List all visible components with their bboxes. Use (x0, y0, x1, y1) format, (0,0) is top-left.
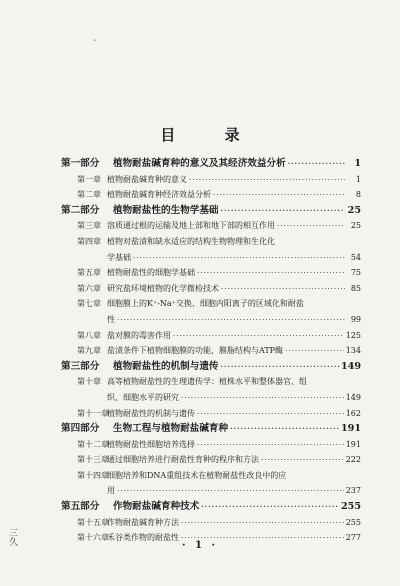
toc-chapter-entry[interactable] (61, 296, 361, 312)
entry-page-number: 8 (355, 190, 361, 200)
leader-dots (197, 266, 345, 281)
toc-chapter-entry[interactable] (61, 218, 361, 234)
entry-page-number: 149 (340, 360, 361, 372)
entry-title: 禾谷类作物的耐盐性 (107, 533, 179, 543)
entry-number: 第三章 (77, 221, 101, 231)
entry-number: 第八章 (77, 330, 101, 340)
toc-part-entry[interactable] (61, 421, 361, 437)
entry-page-number: 255 (340, 501, 361, 513)
leader-dots (285, 344, 344, 359)
entry-title: 作物耐盐碱育种技术 (113, 501, 200, 513)
entry-title: 通过细胞培养进行耐盐性育种的程序和方法 (107, 455, 259, 465)
toc-chapter-entry[interactable] (61, 374, 361, 390)
entry-title: 植物耐盐性的生物学基础 (113, 204, 219, 216)
toc-chapter-entry[interactable] (61, 437, 361, 453)
page-number: · 1 · (182, 540, 218, 551)
entry-title: 植物耐盐性的机制与遗传 (113, 360, 219, 372)
entry-number: 第七章 (77, 299, 101, 309)
entry-page-number: 85 (350, 283, 361, 293)
toc-chapter-entry[interactable] (61, 468, 361, 484)
entry-page-number: 25 (347, 204, 361, 216)
leader-dots (181, 516, 344, 531)
toc-entry-continuation[interactable] (61, 250, 361, 266)
entry-title: 学基础 (107, 252, 131, 262)
toc-entry-continuation[interactable] (61, 483, 361, 499)
toc-part-entry[interactable] (61, 499, 361, 515)
leader-dots (189, 173, 345, 188)
toc-chapter-entry[interactable] (61, 172, 361, 188)
entry-page-number: 1 (354, 158, 361, 169)
toc-entry-continuation[interactable] (61, 390, 361, 406)
entry-number: 第十四章 (77, 470, 109, 480)
entry-title: 植物对盐渍和缺水适应的结构生物物理和生化化 (107, 236, 275, 246)
leader-dots (181, 391, 344, 406)
entry-title: 高等植物耐盐性的生理遗传学：植株水平和整体器官、组 (107, 377, 307, 387)
entry-title: 性 (107, 314, 115, 324)
leader-dots (261, 453, 344, 468)
entry-title: 植物耐盐碱育种的意义及其经济效益分析 (113, 158, 286, 169)
toc-part-entry[interactable] (61, 156, 361, 172)
page-title: 目 录 (160, 126, 262, 144)
entry-title: 植物耐盐碱育种的意义 (107, 174, 187, 184)
margin-mark: - (93, 35, 97, 46)
entry-page-number: 125 (345, 330, 361, 340)
entry-title: 盐渍条件下植物细胞膜的功能，膜脂结构与ATP酶 (107, 346, 284, 356)
leader-dots (230, 421, 339, 437)
leader-dots (133, 251, 345, 266)
entry-title: 植物耐盐碱育种经济效益分析 (107, 190, 211, 200)
entry-number: 第十六章 (77, 533, 109, 543)
entry-page-number: 191 (340, 423, 361, 435)
entry-page-number: 277 (345, 533, 361, 543)
entry-page-number: 149 (345, 392, 361, 402)
toc-chapter-entry[interactable] (61, 187, 361, 203)
leader-dots (117, 484, 344, 499)
toc-chapter-entry[interactable] (61, 515, 361, 531)
entry-number: 第十二章 (77, 439, 109, 449)
entry-page-number: 237 (345, 486, 361, 496)
entry-number: 第三部分 (61, 360, 100, 372)
entry-number: 第二部分 (61, 204, 100, 216)
entry-number: 第四章 (77, 236, 101, 246)
toc-chapter-entry[interactable] (61, 265, 361, 281)
entry-title: 植物耐盐性细胞培养选择 (107, 439, 195, 449)
entry-title: 细胞膜上的K⁺-Na⁺交换、细胞内阳离子的区域化和耐盐 (107, 299, 304, 309)
table-of-contents (61, 156, 361, 546)
toc-chapter-entry[interactable] (61, 281, 361, 297)
leader-dots (197, 407, 344, 422)
entry-number: 第九章 (77, 346, 101, 356)
toc-chapter-entry[interactable] (61, 234, 361, 250)
entry-page-number: 134 (345, 346, 361, 356)
entry-number: 第十一章 (77, 408, 109, 418)
leader-dots (288, 156, 345, 172)
entry-page-number: 75 (350, 268, 361, 278)
leader-dots (197, 438, 344, 453)
toc-entry-continuation[interactable] (61, 312, 361, 328)
entry-number: 第十五章 (77, 517, 109, 527)
entry-number: 第六章 (77, 283, 101, 293)
entry-page-number: 162 (345, 408, 361, 418)
toc-part-entry[interactable] (61, 203, 361, 219)
toc-chapter-entry[interactable] (61, 406, 361, 422)
entry-number: 第二章 (77, 190, 101, 200)
entry-title: 研究盐环境植物的化学微检技术 (107, 283, 219, 293)
toc-chapter-entry[interactable] (61, 328, 361, 344)
leader-dots (221, 359, 339, 375)
entry-number: 第一章 (77, 174, 101, 184)
entry-title: 织、细胞水平的研究 (107, 392, 179, 402)
entry-title: 溶质通过根的运输及地上部和地下部的相互作用 (107, 221, 275, 231)
entry-number: 第一部分 (61, 158, 100, 169)
leader-dots (221, 282, 345, 297)
leader-dots (277, 219, 345, 234)
leader-dots (201, 499, 339, 515)
entry-page-number: 99 (350, 314, 361, 324)
entry-title: 用 (107, 486, 115, 496)
edge-note: 三久 (7, 528, 17, 546)
entry-title: 生物工程与植物耐盐碱育种 (113, 423, 229, 435)
entry-number: 第五章 (77, 268, 101, 278)
toc-chapter-entry[interactable] (61, 343, 361, 359)
entry-page-number: 25 (350, 221, 361, 231)
entry-page-number: 1 (355, 174, 361, 184)
entry-number: 第四部分 (61, 423, 100, 435)
entry-title: 植物耐盐性的细胞学基础 (107, 268, 195, 278)
entry-title: 细胞培养和DNA重组技术在植物耐盐性改良中的应 (107, 470, 287, 480)
leader-dots (117, 313, 345, 328)
entry-title: 盐对膜的毒害作用 (107, 330, 171, 340)
entry-title: 作物耐盐碱育种方法 (107, 517, 179, 527)
entry-page-number: 222 (345, 455, 361, 465)
leader-dots (173, 329, 344, 344)
entry-number: 第十三章 (77, 455, 109, 465)
entry-number: 第五部分 (61, 501, 100, 513)
entry-page-number: 255 (345, 517, 361, 527)
entry-title: 植物耐盐性的机制与遗传 (107, 408, 195, 418)
toc-chapter-entry[interactable] (61, 452, 361, 468)
entry-page-number: 191 (345, 439, 361, 449)
toc-part-entry[interactable] (61, 359, 361, 375)
leader-dots (213, 188, 345, 203)
leader-dots (221, 203, 345, 219)
entry-number: 第十章 (77, 377, 101, 387)
entry-page-number: 54 (350, 252, 361, 262)
